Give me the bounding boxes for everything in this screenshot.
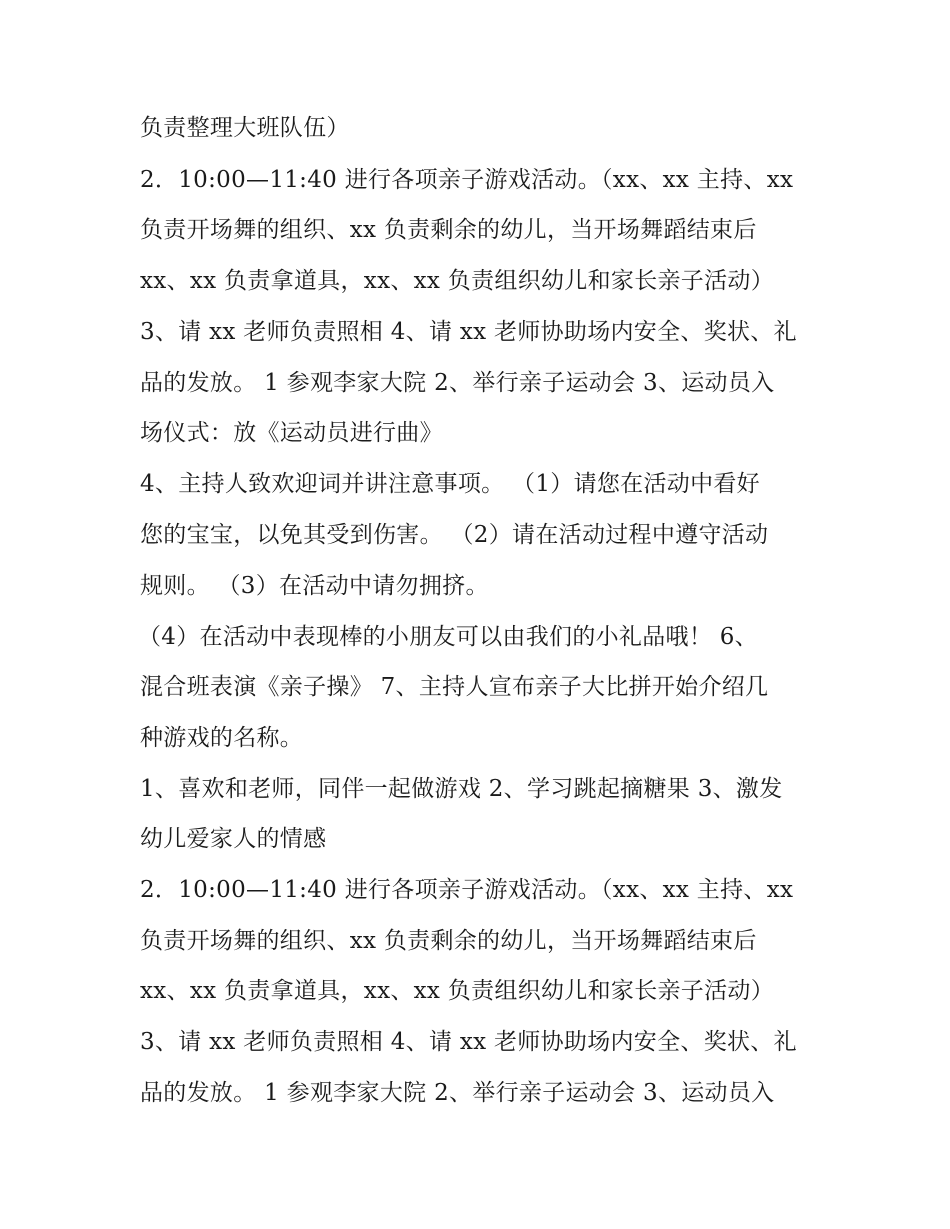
text-line: xx、xx 负责拿道具，xx、xx 负责组织幼儿和家长亲子活动） (140, 978, 774, 1004)
text-line: 负责整理大班队伍） (140, 115, 350, 141)
text-line: 负责开场舞的组织、xx 负责剩余的幼儿，当开场舞蹈结束后 (140, 217, 757, 243)
text-line: 规则。 （3）在活动中请勿拥挤。 (140, 573, 489, 599)
text-line: 品的发放。 1 参观李家大院 2、举行亲子运动会 3、运动员入 (140, 1080, 775, 1106)
text-line: 2．10:00—11:40 进行各项亲子游戏活动。（xx、xx 主持、xx (140, 167, 794, 193)
text-line: 1、喜欢和老师，同伴一起做游戏 2、学习跳起摘糖果 3、激发 (140, 776, 783, 802)
text-line: 3、请 xx 老师负责照相 4、请 xx 老师协助场内安全、奖状、礼 (140, 1029, 797, 1055)
text-line: 场仪式：放《运动员进行曲》 (140, 420, 443, 446)
text-line: （4）在活动中表现棒的小朋友可以由我们的小礼品哦！ 6、 (138, 624, 758, 650)
text-line: 您的宝宝，以免其受到伤害。 （2）请在活动过程中遵守活动 (140, 522, 769, 548)
text-line: 2．10:00—11:40 进行各项亲子游戏活动。（xx、xx 主持、xx (140, 877, 794, 903)
text-line: 3、请 xx 老师负责照相 4、请 xx 老师协助场内安全、奖状、礼 (140, 319, 797, 345)
text-line: 负责开场舞的组织、xx 负责剩余的幼儿，当开场舞蹈结束后 (140, 928, 757, 954)
text-line: 幼儿爱家人的情感 (140, 826, 327, 852)
text-line: 混合班表演《亲子操》 7、主持人宣布亲子大比拼开始介绍几 (140, 674, 769, 700)
text-line: xx、xx 负责拿道具，xx、xx 负责组织幼儿和家长亲子活动） (140, 268, 774, 294)
text-line: 品的发放。 1 参观李家大院 2、举行亲子运动会 3、运动员入 (140, 370, 775, 396)
text-line: 4、主持人致欢迎词并讲注意事项。 （1）请您在活动中看好 (140, 471, 760, 497)
text-line: 种游戏的名称。 (140, 725, 304, 751)
